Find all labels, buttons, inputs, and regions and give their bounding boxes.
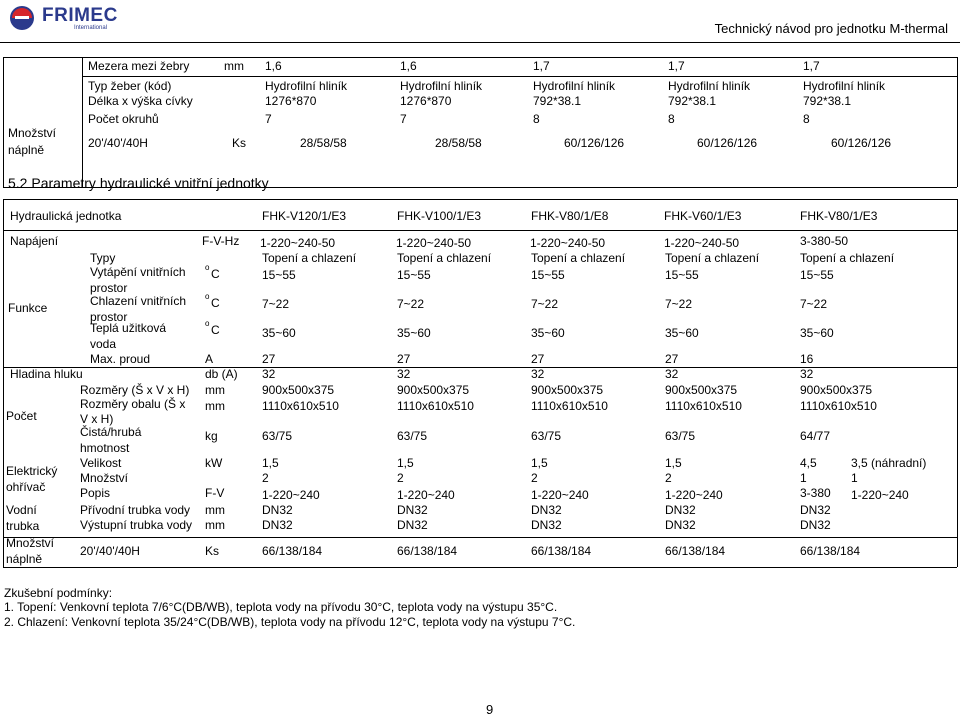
rozmery-v3: 900x500x375 <box>531 383 604 397</box>
tepla-unit-degree: o <box>205 319 210 328</box>
trubka-label-1: Vodní <box>6 503 37 517</box>
napajeni-unit: F-V-Hz <box>202 234 240 248</box>
popis-v2: 1-220~240 <box>397 488 455 502</box>
mnozstvi-v5: 1 <box>800 471 807 485</box>
page-number: 9 <box>486 702 494 717</box>
row-typ-v3: Hydrofilní hliník <box>533 79 616 93</box>
hladina-v4: 32 <box>665 367 679 381</box>
row-pocet-v5: 8 <box>803 112 810 126</box>
row-typ-label: Typ žeber (kód) <box>88 79 172 93</box>
napln-v5: 66/138/184 <box>800 544 861 558</box>
tepla-unit: C <box>211 323 220 337</box>
velikost-extra: 3,5 (náhradní) <box>851 456 927 470</box>
napajeni-label: Napájení <box>10 234 59 248</box>
vytapeni-v1: 15~55 <box>262 268 296 282</box>
velikost-unit: kW <box>205 456 223 470</box>
hladina-unit: db (A) <box>205 367 238 381</box>
napln-v4: 66/138/184 <box>665 544 726 558</box>
napln-label-2: náplně <box>6 552 43 566</box>
napajeni-v2: 1-220~240-50 <box>396 236 472 250</box>
document-title: Technický návod pro jednotku M-thermal <box>714 21 948 36</box>
row-napln-v5: 60/126/126 <box>831 136 892 150</box>
model-5: FHK-V80/1/E3 <box>800 209 878 223</box>
typy-label: Typy <box>90 251 116 265</box>
vytapeni-v2: 15~55 <box>397 268 431 282</box>
tepla-v2: 35~60 <box>397 326 431 340</box>
vytapeni-unit-degree: o <box>205 263 210 272</box>
row-napln-label: 20'/40'/40H <box>88 136 148 150</box>
vystupni-v2: DN32 <box>397 518 428 532</box>
row-typ-v1: Hydrofilní hliník <box>265 79 348 93</box>
row-napln-v3: 60/126/126 <box>564 136 625 150</box>
typy-v5: Topení a chlazení <box>800 251 895 265</box>
row-mezera-v5: 1,7 <box>803 59 820 73</box>
vytapeni-v4: 15~55 <box>665 268 699 282</box>
hladina-v2: 32 <box>397 367 411 381</box>
row-mezera-v3: 1,7 <box>533 59 550 73</box>
privodni-v3: DN32 <box>531 503 562 517</box>
vytapeni-label-1: Vytápění vnitřních <box>90 265 186 279</box>
hmotnost-label-2: hmotnost <box>80 441 130 455</box>
hmotnost-v2: 63/75 <box>397 429 428 443</box>
obalu-label-1: Rozměry obalu (Š x <box>80 397 186 411</box>
napln-unit: Ks <box>205 544 220 558</box>
row-delka-v4: 792*38.1 <box>668 94 717 108</box>
row-pocet-v4: 8 <box>668 112 675 126</box>
vystupni-label: Výstupní trubka vody <box>80 518 193 532</box>
model-4: FHK-V60/1/E3 <box>664 209 742 223</box>
rozmery-unit: mm <box>205 383 225 397</box>
popis-v3: 1-220~240 <box>531 488 589 502</box>
hmotnost-unit: kg <box>205 429 218 443</box>
vystupni-v3: DN32 <box>531 518 562 532</box>
napln-v2: 66/138/184 <box>397 544 458 558</box>
typy-v2: Topení a chlazení <box>397 251 492 265</box>
popis-label: Popis <box>80 486 111 500</box>
funkce-label: Funkce <box>8 301 48 315</box>
privodni-unit: mm <box>205 503 225 517</box>
privodni-v5: DN32 <box>800 503 831 517</box>
pocet-label: Počet <box>6 409 37 423</box>
row-typ-v4: Hydrofilní hliník <box>668 79 751 93</box>
mnozstvi-v3: 2 <box>531 471 538 485</box>
row-napln-v1: 28/58/58 <box>300 136 347 150</box>
trubka-label-2: trubka <box>6 519 40 533</box>
hmotnost-label-1: Čistá/hrubá <box>80 425 142 439</box>
row-delka-v5: 792*38.1 <box>803 94 852 108</box>
napln-v3: 66/138/184 <box>531 544 592 558</box>
max-proud-v4: 27 <box>665 352 679 366</box>
napajeni-v1: 1-220~240-50 <box>260 236 336 250</box>
chlazeni-v1: 7~22 <box>262 297 290 311</box>
naplne-label: náplně <box>8 143 45 157</box>
row-mezera-v1: 1,6 <box>265 59 282 73</box>
max-proud-v5: 16 <box>800 352 814 366</box>
velikost-label: Velikost <box>80 456 122 470</box>
rozmery-v5: 900x500x375 <box>800 383 873 397</box>
privodni-v4: DN32 <box>665 503 696 517</box>
obalu-unit: mm <box>205 399 225 413</box>
hmotnost-v1: 63/75 <box>262 429 293 443</box>
row-delka-label: Délka x výška cívky <box>88 94 193 108</box>
row-napln-v2: 28/58/58 <box>435 136 482 150</box>
hladina-label: Hladina hluku <box>10 367 83 381</box>
vytapeni-v5: 15~55 <box>800 268 834 282</box>
napajeni-v4: 1-220~240-50 <box>664 236 740 250</box>
napln-label-1: Množství <box>6 536 55 550</box>
rozmery-v1: 900x500x375 <box>262 383 335 397</box>
row-typ-v2: Hydrofilní hliník <box>400 79 483 93</box>
velikost-v3: 1,5 <box>531 456 548 470</box>
privodni-v1: DN32 <box>262 503 293 517</box>
notes-title: Zkušební podmínky: <box>4 586 113 600</box>
obalu-v4: 1110x610x510 <box>665 399 742 413</box>
ohrivac-label-2: ohřívač <box>6 480 46 494</box>
hmotnost-v5: 64/77 <box>800 429 831 443</box>
popis-v4: 1-220~240 <box>665 488 723 502</box>
vystupni-v1: DN32 <box>262 518 293 532</box>
tepla-label-1: Teplá užitková <box>90 321 167 335</box>
hladina-v3: 32 <box>531 367 545 381</box>
chlazeni-label-2: prostor <box>90 310 128 324</box>
max-proud-label: Max. proud <box>90 352 151 366</box>
chlazeni-unit-degree: o <box>205 292 210 301</box>
tepla-v1: 35~60 <box>262 326 296 340</box>
tepla-v5: 35~60 <box>800 326 834 340</box>
row-typ-v5: Hydrofilní hliník <box>803 79 886 93</box>
max-proud-v1: 27 <box>262 352 276 366</box>
napajeni-v5: 3-380-50 <box>800 234 849 248</box>
popis-v1: 1-220~240 <box>262 488 320 502</box>
mnozstvi-label: Množství <box>80 471 129 485</box>
chlazeni-v2: 7~22 <box>397 297 425 311</box>
header-rule <box>0 42 960 43</box>
chlazeni-v4: 7~22 <box>665 297 693 311</box>
napln-v1: 66/138/184 <box>262 544 323 558</box>
vytapeni-label-2: prostor <box>90 281 128 295</box>
logo-subtitle: International <box>74 25 108 31</box>
popis-v5: 3-380 <box>800 486 831 500</box>
chlazeni-unit: C <box>211 296 220 310</box>
obalu-v3: 1110x610x510 <box>531 399 608 413</box>
row-delka-v1: 1276*870 <box>265 94 317 108</box>
typy-v3: Topení a chlazení <box>531 251 626 265</box>
frimec-emblem-icon <box>6 4 38 32</box>
logo-text: FRIMEC <box>42 5 118 26</box>
row-mezera-v2: 1,6 <box>400 59 417 73</box>
vystupni-unit: mm <box>205 518 225 532</box>
mnozstvi-v1: 2 <box>262 471 269 485</box>
hmotnost-v3: 63/75 <box>531 429 562 443</box>
rozmery-label: Rozměry (Š x V x H) <box>80 383 190 397</box>
row-mezera-unit: mm <box>224 59 244 73</box>
mnozstvi-v4: 2 <box>665 471 672 485</box>
model-3: FHK-V80/1/E8 <box>531 209 609 223</box>
model-1: FHK-V120/1/E3 <box>262 209 347 223</box>
obalu-label-2: V x H) <box>80 412 114 426</box>
max-proud-unit: A <box>205 352 214 366</box>
row-pocet-v3: 8 <box>533 112 540 126</box>
row-pocet-v1: 7 <box>265 112 272 126</box>
chlazeni-label-1: Chlazení vnitřních <box>90 294 187 308</box>
napajeni-v3: 1-220~240-50 <box>530 236 606 250</box>
typy-v1: Topení a chlazení <box>262 251 357 265</box>
rozmery-v2: 900x500x375 <box>397 383 470 397</box>
tepla-v3: 35~60 <box>531 326 565 340</box>
row-delka-v2: 1276*870 <box>400 94 452 108</box>
row-mezera-label: Mezera mezi žebry <box>88 59 190 73</box>
frimec-logo <box>6 4 124 32</box>
mnozstvi-v2: 2 <box>397 471 404 485</box>
napln-row-label: 20'/40'/40H <box>80 544 140 558</box>
max-proud-v2: 27 <box>397 352 411 366</box>
row-delka-v3: 792*38.1 <box>533 94 582 108</box>
velikost-v1: 1,5 <box>262 456 279 470</box>
tepla-label-2: voda <box>90 337 117 351</box>
row-pocet-v2: 7 <box>400 112 407 126</box>
mnozstvi-label: Množství <box>8 126 57 140</box>
notes-line-2: 2. Chlazení: Venkovní teplota 35/24°C(DB/WB), teplota vody na přívodu 12°C, teplota vody na výstupu 7°C. <box>4 615 576 629</box>
mnozstvi-extra: 1 <box>851 471 858 485</box>
typy-v4: Topení a chlazení <box>665 251 760 265</box>
obalu-v2: 1110x610x510 <box>397 399 474 413</box>
tepla-v4: 35~60 <box>665 326 699 340</box>
rozmery-v4: 900x500x375 <box>665 383 738 397</box>
vytapeni-v3: 15~55 <box>531 268 565 282</box>
notes-line-1: 1. Topení: Venkovní teplota 7/6°C(DB/WB), teplota vody na přívodu 30°C, teplota vody na výstupu 35°C. <box>4 600 558 614</box>
hmotnost-v4: 63/75 <box>665 429 696 443</box>
vystupni-v4: DN32 <box>665 518 696 532</box>
vystupni-v5: DN32 <box>800 518 831 532</box>
hydro-header-label: Hydraulická jednotka <box>10 209 122 223</box>
ohrivac-label-1: Elektrický <box>6 464 58 478</box>
hladina-v1: 32 <box>262 367 276 381</box>
velikost-v4: 1,5 <box>665 456 682 470</box>
velikost-v5: 4,5 <box>800 456 817 470</box>
section-title: 5.2 Parametry hydraulické vnitřní jednotky <box>8 175 269 191</box>
vytapeni-unit: C <box>211 267 220 281</box>
popis-unit: F-V <box>205 486 225 500</box>
chlazeni-v3: 7~22 <box>531 297 559 311</box>
obalu-v5: 1110x610x510 <box>800 399 877 413</box>
privodni-label: Přívodní trubka vody <box>80 503 191 517</box>
max-proud-v3: 27 <box>531 352 545 366</box>
row-napln-v4: 60/126/126 <box>697 136 758 150</box>
row-napln-unit: Ks <box>232 136 247 150</box>
velikost-v2: 1,5 <box>397 456 414 470</box>
popis-extra: 1-220~240 <box>851 488 909 502</box>
obalu-v1: 1110x610x510 <box>262 399 339 413</box>
row-pocet-label: Počet okruhů <box>88 112 159 126</box>
privodni-v2: DN32 <box>397 503 428 517</box>
model-2: FHK-V100/1/E3 <box>397 209 482 223</box>
row-mezera-v4: 1,7 <box>668 59 685 73</box>
hladina-v5: 32 <box>800 367 814 381</box>
chlazeni-v5: 7~22 <box>800 297 828 311</box>
